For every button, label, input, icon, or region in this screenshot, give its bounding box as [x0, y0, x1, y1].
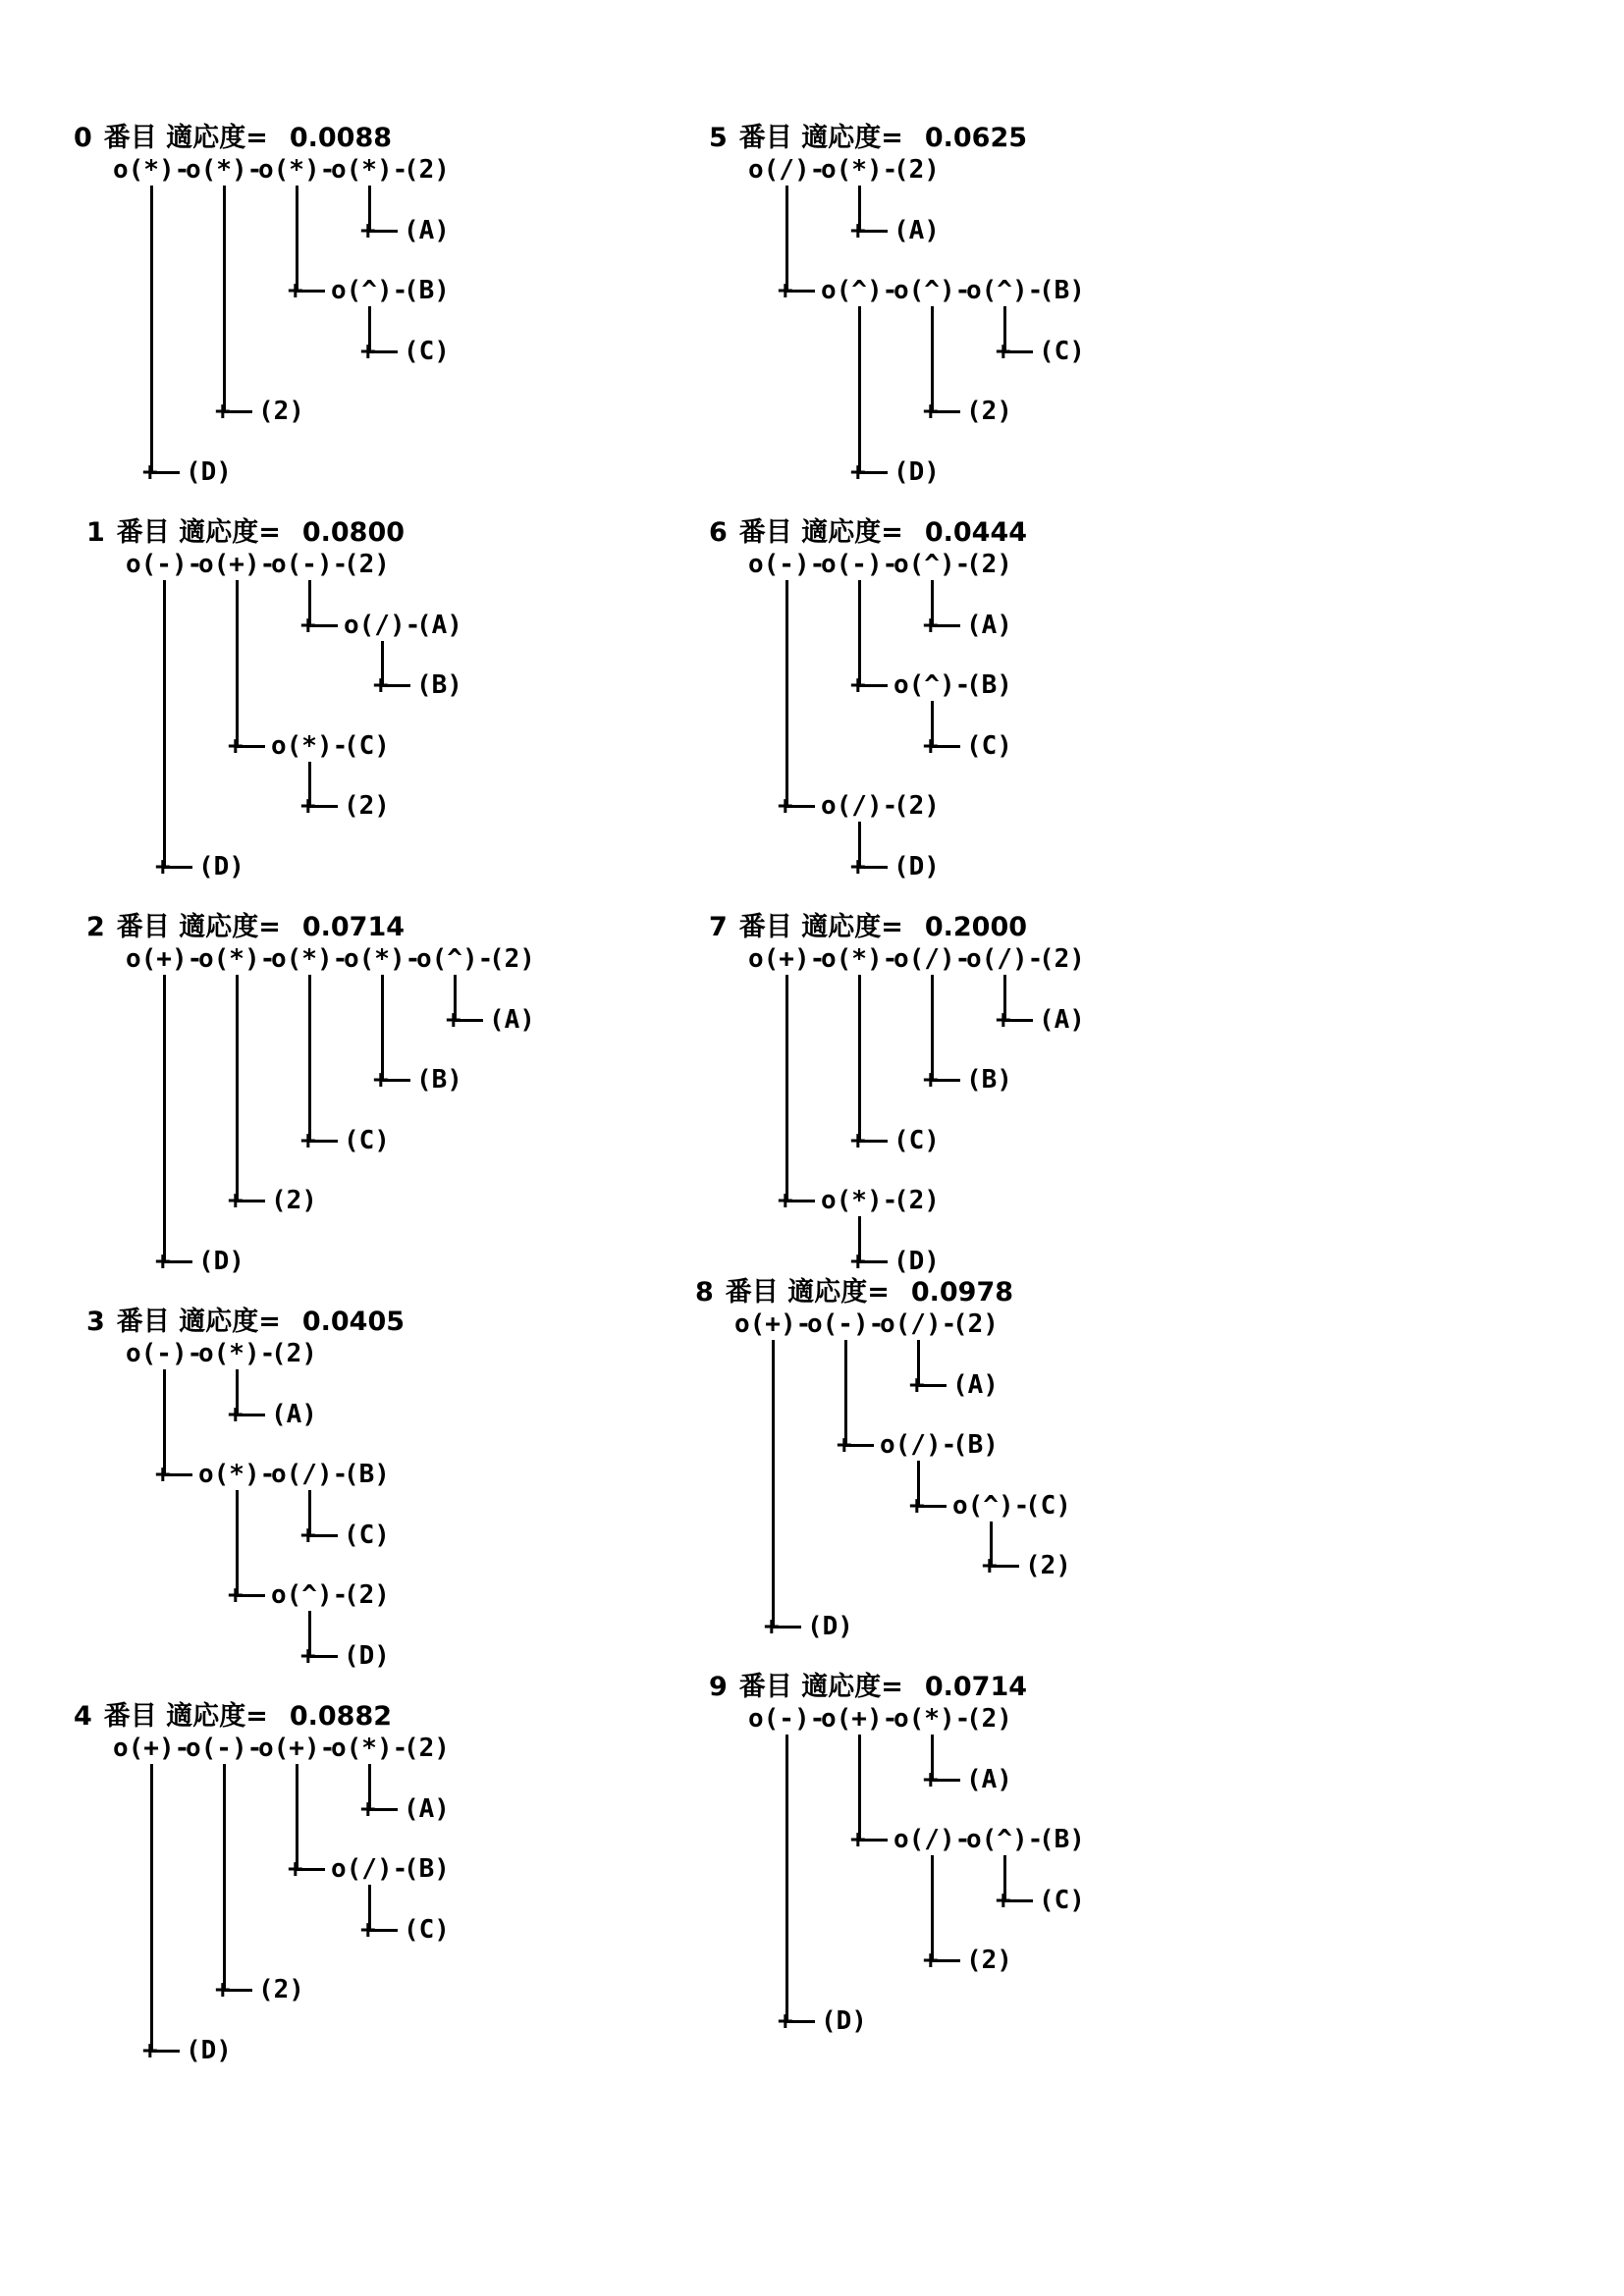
leaf-label: (2) [271, 1186, 317, 1215]
leaf-label: (2) [966, 1704, 1012, 1734]
leaf-label: (D) [893, 1246, 940, 1276]
operator-node: o(*)- [198, 1339, 276, 1368]
operator-node: o(+)- [734, 1309, 812, 1339]
leaf-label: (B) [416, 1065, 462, 1095]
branch-plus: + [228, 1186, 244, 1215]
fitness-value: 0.0088 [289, 123, 393, 153]
branch-plus: + [360, 336, 376, 366]
leaf-label: (A) [404, 215, 450, 245]
leaf-label: (D) [893, 456, 940, 487]
leaf-label: (2) [344, 791, 390, 821]
fitness-value: 0.0625 [924, 123, 1028, 153]
branch-plus: + [155, 1460, 171, 1489]
operator-node: o(/)- [821, 791, 898, 821]
branch-plus: + [778, 1186, 793, 1215]
branch-connector [858, 975, 861, 1141]
leaf-label: (2) [966, 550, 1012, 579]
branch-plus: + [850, 1825, 866, 1854]
tree-header-label: 番目 適応度= [103, 123, 268, 153]
branch-connector [163, 975, 166, 1261]
tree-header-label: 番目 適応度= [116, 517, 281, 548]
leaf-label: (2) [404, 1734, 450, 1763]
tree-index: 7 [709, 912, 728, 942]
branch-plus: + [360, 1914, 376, 1945]
tree-header [709, 1672, 1027, 1703]
tree-index: 2 [86, 912, 105, 942]
fitness-value: 0.0978 [910, 1277, 1014, 1308]
leaf-label: (A) [404, 1793, 450, 1824]
operator-node: o(*)- [821, 155, 898, 185]
leaf-label: (C) [344, 1125, 390, 1155]
leaf-label: (A) [893, 215, 940, 245]
operator-node: o(-)- [748, 1704, 826, 1734]
leaf-label: (A) [966, 610, 1012, 640]
leaf-label: (2) [893, 155, 940, 185]
operator-node: o(-)- [807, 1309, 885, 1339]
branch-plus: + [923, 1065, 939, 1095]
leaf-label: (C) [966, 730, 1012, 761]
operator-node: o(+)- [821, 1704, 898, 1734]
tree-index: 1 [86, 517, 105, 548]
branch-plus: + [996, 1885, 1011, 1915]
branch-plus: + [228, 1399, 244, 1429]
operator-node: o(/)- [893, 944, 971, 974]
leaf-label: (2) [893, 1186, 940, 1215]
leaf-label: (2) [952, 1309, 999, 1339]
operator-node: o(^)- [952, 1490, 1030, 1521]
tree-header [86, 517, 405, 549]
branch-plus: + [923, 610, 939, 640]
leaf-label: (A) [952, 1369, 999, 1400]
branch-plus: + [996, 1004, 1011, 1035]
operator-node: o(*)- [113, 155, 190, 185]
leaf-label: (B) [404, 1854, 450, 1884]
fitness-value: 0.0444 [924, 517, 1028, 548]
operator-node: o(-)- [271, 550, 349, 579]
leaf-label: (C) [344, 1520, 390, 1550]
tree-header-label: 番目 適応度= [738, 517, 903, 548]
branch-plus: + [996, 336, 1011, 366]
operator-node: o(^)- [893, 670, 971, 700]
branch-plus: + [837, 1430, 852, 1460]
operator-node: o(^)- [821, 276, 898, 305]
operator-node: o(/)- [880, 1309, 957, 1339]
branch-plus: + [155, 851, 171, 881]
operator-node: o(/)- [893, 1825, 971, 1854]
operator-node: o(-)- [186, 1734, 263, 1763]
branch-plus: + [850, 1125, 866, 1155]
leaf-label: (C) [404, 336, 450, 366]
branch-plus: + [850, 1246, 866, 1276]
leaf-label: (D) [198, 1246, 244, 1276]
branch-plus: + [850, 215, 866, 245]
operator-node: o(/)- [748, 155, 826, 185]
tree-index: 8 [695, 1277, 714, 1308]
branch-connector [150, 186, 153, 472]
operator-node: o(-)- [748, 550, 826, 579]
branch-connector [223, 1764, 226, 1990]
branch-plus: + [360, 215, 376, 245]
branch-plus: + [446, 1004, 461, 1035]
operator-node: o(*)- [344, 944, 421, 974]
leaf-label: (2) [271, 1339, 317, 1368]
tree-header [709, 517, 1027, 549]
branch-plus: + [373, 670, 389, 700]
tree-header [695, 1277, 1013, 1308]
branch-plus: + [215, 397, 231, 426]
branch-plus: + [923, 1946, 939, 1975]
leaf-label: (D) [807, 1611, 853, 1641]
tree-index: 4 [74, 1701, 92, 1732]
branch-plus: + [923, 730, 939, 761]
leaf-label: (D) [821, 2005, 867, 2036]
branch-plus: + [360, 1793, 376, 1824]
leaf-label: (B) [416, 670, 462, 700]
tree-index: 5 [709, 123, 728, 153]
branch-plus: + [982, 1551, 998, 1580]
branch-connector [772, 1340, 775, 1627]
branch-plus: + [909, 1490, 925, 1521]
tree-header-label: 番目 適応度= [103, 1701, 268, 1732]
operator-node: o(*)- [821, 1186, 898, 1215]
operator-node: o(*)- [331, 1734, 408, 1763]
operator-node: o(+)- [113, 1734, 190, 1763]
branch-plus: + [850, 670, 866, 700]
branch-plus: + [228, 730, 244, 761]
operator-node: o(*)- [271, 730, 349, 761]
leaf-label: (2) [966, 1946, 1012, 1975]
tree-header-label: 番目 適応度= [725, 1277, 890, 1308]
leaf-label: (C) [893, 1125, 940, 1155]
leaf-label: (B) [344, 1460, 390, 1489]
operator-node: o(-)- [821, 550, 898, 579]
leaf-label: (2) [489, 944, 535, 974]
branch-connector [858, 306, 861, 472]
branch-plus: + [850, 456, 866, 487]
leaf-label: (D) [344, 1640, 390, 1671]
branch-connector [785, 975, 788, 1201]
branch-connector [236, 580, 239, 746]
leaf-label: (2) [344, 1580, 390, 1610]
leaf-label: (2) [966, 397, 1012, 426]
fitness-value: 0.2000 [924, 912, 1028, 942]
operator-node: o(*)- [331, 155, 408, 185]
leaf-label: (2) [1039, 944, 1085, 974]
leaf-label: (C) [404, 1914, 450, 1945]
tree-header-label: 番目 適応度= [116, 1307, 281, 1337]
branch-plus: + [300, 1125, 316, 1155]
operator-node: o(^)- [271, 1580, 349, 1610]
branch-plus: + [288, 1854, 303, 1884]
leaf-label: (A) [271, 1399, 317, 1429]
branch-connector [308, 975, 311, 1141]
tree-header [74, 1701, 392, 1733]
branch-connector [785, 1735, 788, 2021]
operator-node: o(^)- [893, 276, 971, 305]
leaf-label: (B) [952, 1430, 999, 1460]
operator-node: o(-)- [126, 550, 203, 579]
leaf-label: (D) [893, 851, 940, 881]
operator-node: o(/)- [344, 610, 421, 640]
branch-plus: + [155, 1246, 171, 1276]
leaf-label: (2) [258, 1975, 304, 2004]
fitness-value: 0.0405 [301, 1307, 406, 1337]
branch-connector [236, 975, 239, 1201]
fitness-value: 0.0714 [924, 1672, 1028, 1702]
tree-header [709, 912, 1027, 943]
branch-plus: + [215, 1975, 231, 2004]
operator-node: o(^)- [966, 1825, 1044, 1854]
branch-plus: + [142, 456, 158, 487]
tree-header-label: 番目 適応度= [738, 1672, 903, 1702]
branch-plus: + [778, 276, 793, 305]
leaf-label: (C) [1039, 336, 1085, 366]
leaf-label: (C) [1039, 1885, 1085, 1915]
leaf-label: (B) [966, 1065, 1012, 1095]
leaf-label: (A) [966, 1764, 1012, 1794]
branch-connector [785, 580, 788, 806]
branch-plus: + [300, 791, 316, 821]
fitness-value: 0.0800 [301, 517, 406, 548]
operator-node: o(+)- [198, 550, 276, 579]
operator-node: o(^)- [331, 276, 408, 305]
operator-node: o(*)- [821, 944, 898, 974]
leaf-label: (D) [198, 851, 244, 881]
branch-plus: + [778, 2005, 793, 2036]
tree-index: 0 [74, 123, 92, 153]
operator-node: o(*)- [258, 155, 336, 185]
branch-plus: + [300, 1640, 316, 1671]
operator-node: o(/)- [966, 944, 1044, 974]
leaf-label: (2) [258, 397, 304, 426]
operator-node: o(+)- [126, 944, 203, 974]
branch-plus: + [288, 276, 303, 305]
leaf-label: (2) [893, 791, 940, 821]
leaf-label: (D) [186, 2035, 232, 2065]
leaf-label: (B) [404, 276, 450, 305]
leaf-label: (B) [1039, 276, 1085, 305]
branch-connector [150, 1764, 153, 2051]
leaf-label: (2) [1025, 1551, 1071, 1580]
leaf-label: (D) [186, 456, 232, 487]
tree-header [86, 1307, 405, 1338]
branch-plus: + [923, 397, 939, 426]
branch-plus: + [300, 1520, 316, 1550]
leaf-label: (B) [966, 670, 1012, 700]
tree-header [74, 123, 392, 154]
tree-index: 9 [709, 1672, 728, 1702]
branch-plus: + [373, 1065, 389, 1095]
branch-plus: + [142, 2035, 158, 2065]
leaf-label: (A) [489, 1004, 535, 1035]
fitness-value: 0.0882 [289, 1701, 393, 1732]
leaf-label: (A) [1039, 1004, 1085, 1035]
operator-node: o(/)- [880, 1430, 957, 1460]
leaf-label: (A) [416, 610, 462, 640]
leaf-label: (2) [404, 155, 450, 185]
operator-node: o(+)- [258, 1734, 336, 1763]
branch-plus: + [909, 1369, 925, 1400]
branch-plus: + [850, 851, 866, 881]
tree-header-label: 番目 適応度= [116, 912, 281, 942]
branch-plus: + [228, 1580, 244, 1610]
branch-plus: + [300, 610, 316, 640]
operator-node: o(*)- [893, 1704, 971, 1734]
tree-header-label: 番目 適応度= [738, 912, 903, 942]
branch-connector [163, 580, 166, 867]
fitness-value: 0.0714 [301, 912, 406, 942]
operator-node: o(^)- [893, 550, 971, 579]
branch-plus: + [923, 1764, 939, 1794]
operator-node: o(/)- [331, 1854, 408, 1884]
branch-plus: + [764, 1611, 780, 1641]
branch-connector [223, 186, 226, 411]
operator-node: o(*)- [186, 155, 263, 185]
operator-node: o(+)- [748, 944, 826, 974]
operator-node: o(*)- [198, 944, 276, 974]
tree-header [709, 123, 1027, 154]
leaf-label: (C) [344, 730, 390, 761]
leaf-label: (B) [1039, 1825, 1085, 1854]
operator-node: o(^)- [966, 276, 1044, 305]
operator-node: o(*)- [198, 1460, 276, 1489]
leaf-label: (C) [1025, 1490, 1071, 1521]
operator-node: o(^)- [416, 944, 494, 974]
operator-node: o(-)- [126, 1339, 203, 1368]
tree-header-label: 番目 適応度= [738, 123, 903, 153]
branch-plus: + [778, 791, 793, 821]
tree-header [86, 912, 405, 943]
operator-node: o(*)- [271, 944, 349, 974]
tree-index: 3 [86, 1307, 105, 1337]
tree-index: 6 [709, 517, 728, 548]
leaf-label: (2) [344, 550, 390, 579]
operator-node: o(/)- [271, 1460, 349, 1489]
